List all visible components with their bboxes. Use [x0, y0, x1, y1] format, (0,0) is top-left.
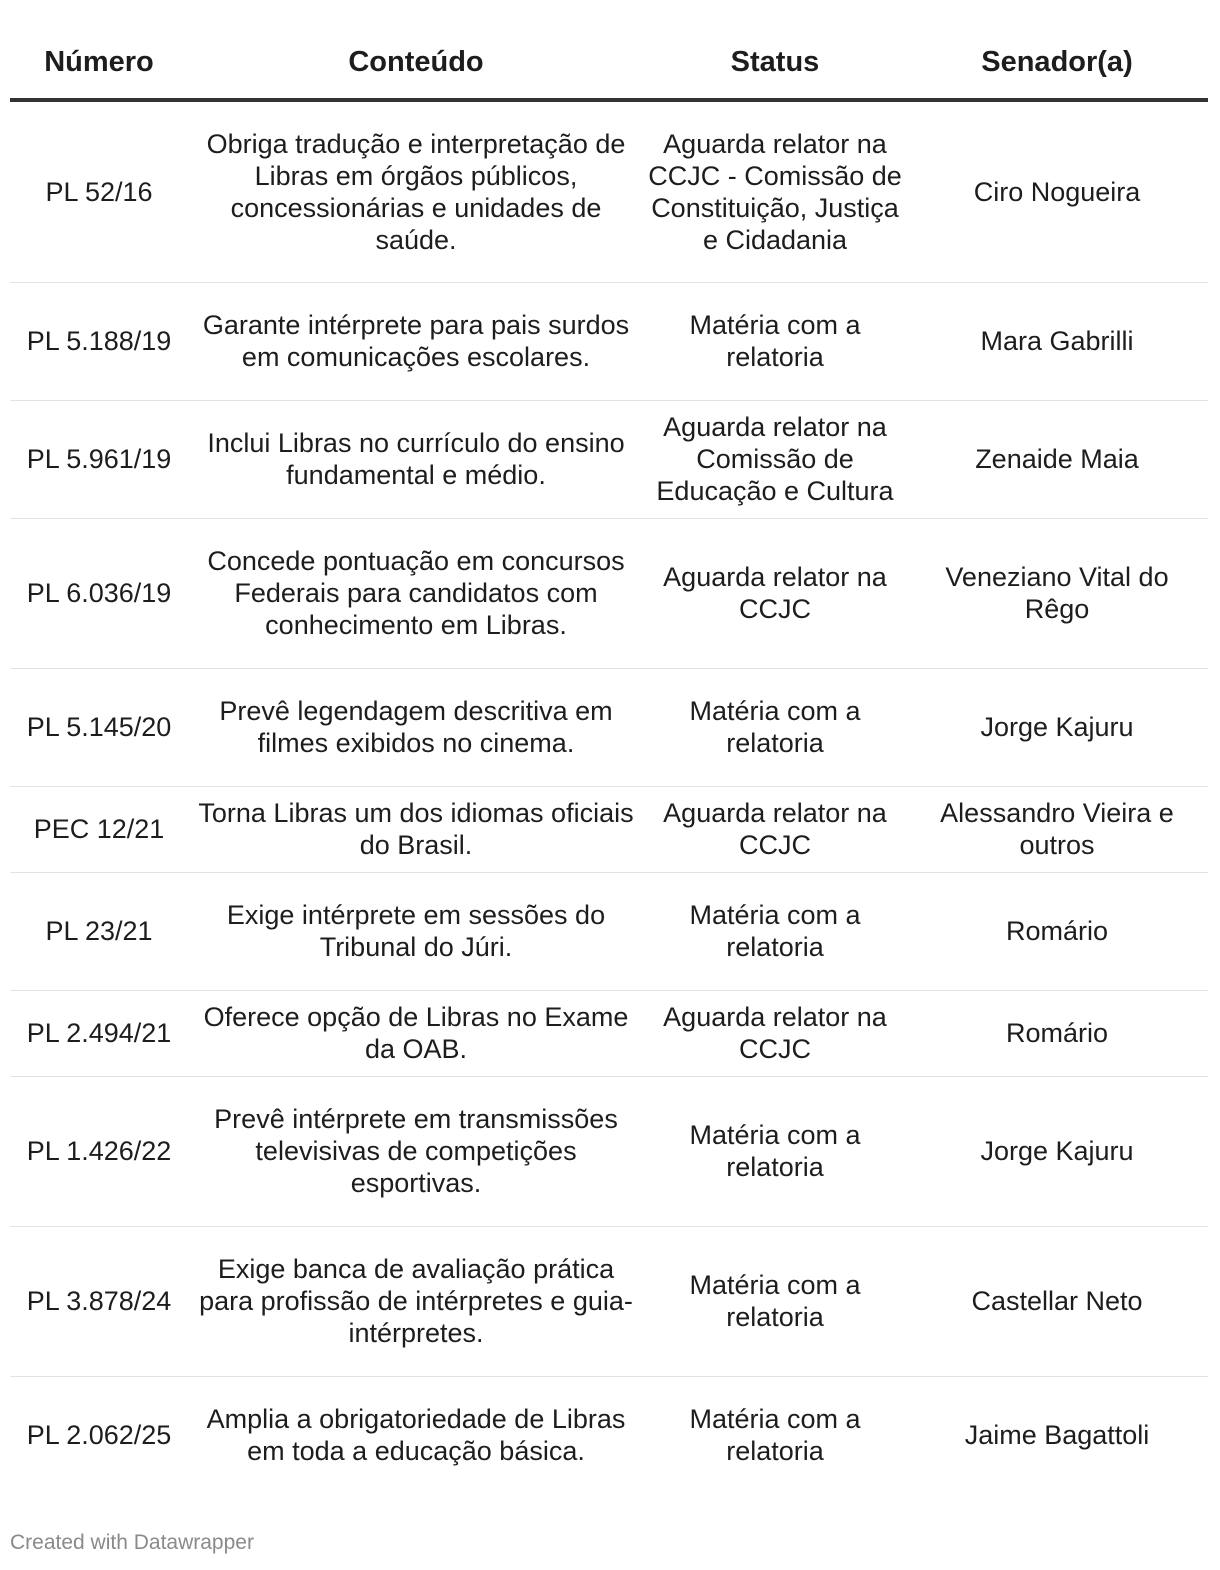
cell-conteudo: Torna Libras um dos idiomas oficiais do Brasil. [188, 786, 644, 872]
cell-senador: Alessandro Vieira e outros [906, 786, 1208, 872]
cell-senador: Mara Gabrilli [906, 282, 1208, 400]
cell-senador: Ciro Nogueira [906, 100, 1208, 282]
table-row [10, 1376, 1208, 1494]
cell-status: Aguarda relator na CCJC - Comissão de Constituição, Justiça e Cidadania [644, 100, 906, 282]
cell-numero: PL 3.878/24 [10, 1226, 188, 1376]
cell-conteudo: Concede pontuação em concursos Federais para candidatos com conhecimento em Libras. [188, 518, 644, 668]
cell-status: Matéria com a relatoria [644, 1226, 906, 1376]
cell-status: Matéria com a relatoria [644, 872, 906, 990]
cell-numero: PL 52/16 [10, 100, 188, 282]
cell-conteudo: Exige intérprete em sessões do Tribunal do Júri. [188, 872, 644, 990]
header-row [10, 26, 1208, 100]
header-conteudo: Conteúdo [188, 26, 644, 100]
cell-senador: Jaime Bagattoli [964, 1420, 1150, 1451]
cell-numero: PL 1.426/22 [10, 1076, 188, 1226]
cell-conteudo: Exige banca de avaliação prática para profissão de intérpretes e guia-intérpretes. [188, 1226, 644, 1376]
table-row [10, 1076, 1208, 1226]
cell-numero: PL 2.062/25 [26, 1420, 172, 1451]
cell-conteudo: Garante intérprete para pais surdos em comunicações escolares. [188, 282, 644, 400]
cell-numero: PL 5.961/19 [10, 400, 188, 518]
cell-status: Matéria com a relatoria [644, 668, 906, 786]
cell-numero: PL 5.188/19 [10, 282, 188, 400]
cell-senador: Jorge Kajuru [906, 668, 1208, 786]
table-row [10, 668, 1208, 786]
cell-numero: PEC 12/21 [10, 786, 188, 872]
cell-conteudo: Prevê legendagem descritiva em filmes exibidos no cinema. [188, 668, 644, 786]
cell-status: Matéria com a relatoria [689, 1404, 861, 1467]
cell-status: Aguarda relator na CCJC [644, 786, 906, 872]
table-row [10, 100, 1208, 282]
table-container [10, 26, 1208, 1494]
cell-numero: PL 23/21 [10, 872, 188, 990]
cell-conteudo: Obriga tradução e interpretação de Libras em órgãos públicos, concessionárias e unidades de saúde. [188, 100, 644, 282]
cell-status: Matéria com a relatoria [644, 1076, 906, 1226]
cell-status: Aguarda relator na CCJC [644, 518, 906, 668]
table-row [10, 990, 1208, 1076]
cell-senador: Zenaide Maia [906, 400, 1208, 518]
cell-conteudo: Prevê intérprete em transmissões televisivas de competições esportivas. [188, 1076, 644, 1226]
table-row [10, 518, 1208, 668]
cell-status: Aguarda relator na Comissão de Educação e Cultura [644, 400, 906, 518]
table-row [10, 786, 1208, 872]
cell-conteudo: Amplia a obrigatoriedade de Libras em toda a educação básica. [206, 1404, 626, 1467]
cell-conteudo: Inclui Libras no currículo do ensino fundamental e médio. [188, 400, 644, 518]
data-table [10, 26, 1208, 1494]
cell-numero: PL 2.494/21 [10, 990, 188, 1076]
cell-conteudo: Oferece opção de Libras no Exame da OAB. [188, 990, 644, 1076]
header-status: Status [644, 26, 906, 100]
header-numero: Número [10, 26, 188, 100]
table-header [10, 26, 1208, 100]
cell-numero: PL 6.036/19 [10, 518, 188, 668]
cell-senador: Veneziano Vital do Rêgo [906, 518, 1208, 668]
cell-senador: Jorge Kajuru [906, 1076, 1208, 1226]
cell-senador: Romário [906, 872, 1208, 990]
cell-status: Aguarda relator na CCJC [644, 990, 906, 1076]
cell-senador: Romário [906, 990, 1208, 1076]
table-row [10, 1226, 1208, 1376]
table-row [10, 282, 1208, 400]
cell-senador: Castellar Neto [906, 1226, 1208, 1376]
table-body [10, 100, 1208, 1494]
table-row [10, 872, 1208, 990]
cell-numero: PL 5.145/20 [10, 668, 188, 786]
header-senador: Senador(a) [906, 26, 1208, 100]
cell-status: Matéria com a relatoria [644, 282, 906, 400]
table-row [10, 400, 1208, 518]
footer-credit[interactable]: Created with Datawrapper [10, 1531, 254, 1554]
